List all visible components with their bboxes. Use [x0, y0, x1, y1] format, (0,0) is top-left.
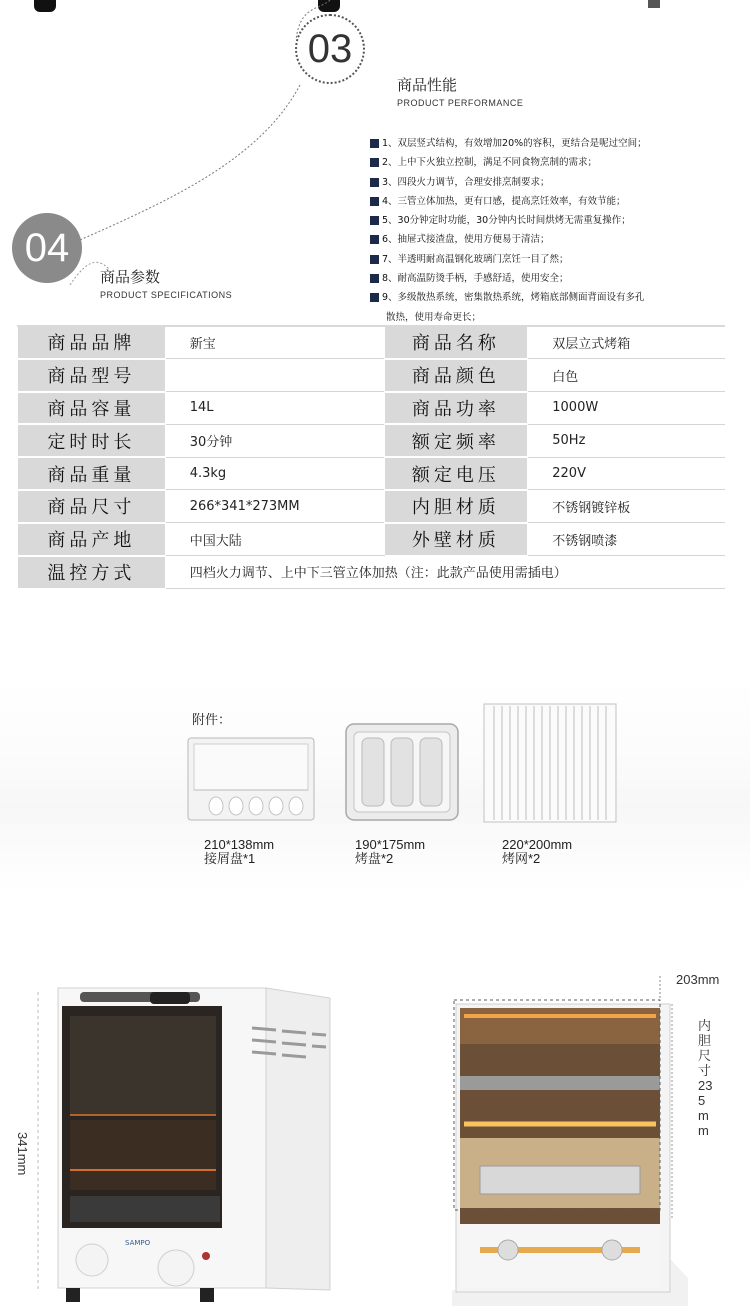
- performance-subtitle: PRODUCT PERFORMANCE: [397, 98, 524, 108]
- spec-key: 额定电压: [384, 457, 528, 490]
- feature-item: 6、抽屉式接渣盘，使用方便易于清洁；: [370, 230, 720, 249]
- spec-key: 商品功率: [384, 392, 528, 425]
- spec-key: 商品产地: [18, 523, 166, 556]
- spec-value: 白色: [528, 359, 725, 392]
- spec-value: 四档火力调节、上中下三管立体加热（注：此款产品使用需插电）: [165, 556, 724, 589]
- bullet-icon: [370, 178, 379, 187]
- feature-item: 9、多级散热系统，密集散热系统，烤箱底部侧面背面设有多孔: [370, 288, 720, 307]
- bullet-icon: [370, 216, 379, 225]
- crumb-tray-image: [186, 736, 316, 822]
- bullet-icon: [370, 293, 379, 302]
- feature-item: 8、耐高温防烫手柄，手感舒适，使用安全；: [370, 269, 720, 288]
- table-row: [18, 556, 725, 589]
- section-number-04: 04: [12, 213, 82, 283]
- table-row: [18, 490, 725, 523]
- spec-key: 商品型号: [18, 359, 166, 392]
- spec-value: [165, 359, 384, 392]
- accessory-size: 210*138mm: [204, 837, 275, 852]
- spec-key: 商品名称: [384, 326, 528, 359]
- spec-key: 商品品牌: [18, 326, 166, 359]
- spec-table: [17, 325, 725, 589]
- wire-rack-image: [482, 702, 618, 824]
- accessory-caption: [502, 838, 572, 866]
- bullet-icon: [370, 255, 379, 264]
- spec-key: 温控方式: [18, 556, 166, 589]
- performance-list: [370, 134, 720, 327]
- accessory-size: 190*175mm: [355, 837, 426, 852]
- spec-key: 商品容量: [18, 392, 166, 425]
- spec-key: 外壁材质: [384, 523, 528, 556]
- accessory-size: 220*200mm: [502, 837, 573, 852]
- table-row: [18, 457, 725, 490]
- accessories-label: 附件：: [192, 713, 232, 728]
- oven-exterior-image: [30, 970, 360, 1306]
- depth-label: 203mm: [676, 972, 720, 987]
- accessory-caption: [355, 838, 425, 866]
- feature-item: 3、四段火力调节，合理安排烹制要求；: [370, 173, 720, 192]
- spec-value: 新宝: [165, 326, 384, 359]
- spec-value: 220V: [528, 457, 725, 490]
- spec-value: 30分钟: [165, 424, 384, 457]
- baking-pan-image: [344, 722, 460, 822]
- bullet-icon: [370, 235, 379, 244]
- table-row: [18, 523, 725, 556]
- bullet-icon: [370, 274, 379, 283]
- feature-item-continued: 散热，使用寿命更长；: [386, 311, 482, 323]
- feature-item: 1、双层竖式结构，有效增加20%的容积，更结合是呢过空间；: [370, 134, 720, 153]
- bullet-icon: [370, 139, 379, 148]
- feature-item: 5、30分钟定时功能，30分钟内长时间烘烤无需重复操作；: [370, 211, 720, 230]
- table-row: [18, 424, 725, 457]
- inner-size-label: 内胆尺寸235mm: [698, 1018, 713, 1138]
- spec-key: 额定频率: [384, 424, 528, 457]
- table-row: [18, 359, 725, 392]
- spec-value: 双层立式烤箱: [528, 326, 725, 359]
- spec-key: 商品重量: [18, 457, 166, 490]
- bullet-icon: [370, 197, 379, 206]
- oven-interior-image: [440, 968, 700, 1306]
- spec-value: 50Hz: [528, 424, 725, 457]
- spec-value: 中国大陆: [165, 523, 384, 556]
- feature-item: 4、三管立体加热，更有口感，提高烹饪效率，有效节能；: [370, 192, 720, 211]
- spec-key: 定时时长: [18, 424, 166, 457]
- spec-value: 14L: [165, 392, 384, 425]
- spec-value: 1000W: [528, 392, 725, 425]
- spec-value: 不锈钢喷漆: [528, 523, 725, 556]
- accessory-name: 烤盘*2: [355, 851, 394, 866]
- spec-value: 266*341*273MM: [165, 490, 384, 523]
- specifications-title: 商品参数: [100, 268, 161, 286]
- specifications-subtitle: PRODUCT SPECIFICATIONS: [100, 290, 233, 300]
- brand-logo: SAMPO: [125, 1239, 151, 1247]
- spec-key: 商品颜色: [384, 359, 528, 392]
- accessory-name: 烤网*2: [502, 851, 541, 866]
- feature-item: 7、半透明耐高温钢化玻璃门烹饪一目了然；: [370, 250, 720, 269]
- bullet-icon: [370, 158, 379, 167]
- accessory-name: 接屑盘*1: [204, 851, 256, 866]
- spec-key: 内胆材质: [384, 490, 528, 523]
- height-label: 341mm: [15, 1132, 30, 1176]
- performance-title: 商品性能: [397, 76, 458, 94]
- spec-value: 4.3kg: [165, 457, 384, 490]
- feature-item: 2、上中下火独立控制，满足不同食物烹制的需求；: [370, 153, 720, 172]
- section-number-03: 03: [295, 14, 365, 84]
- table-row: [18, 392, 725, 425]
- accessory-caption: [204, 838, 274, 866]
- spec-key: 商品尺寸: [18, 490, 166, 523]
- table-row: [18, 326, 725, 359]
- spec-value: 不锈钢镀锌板: [528, 490, 725, 523]
